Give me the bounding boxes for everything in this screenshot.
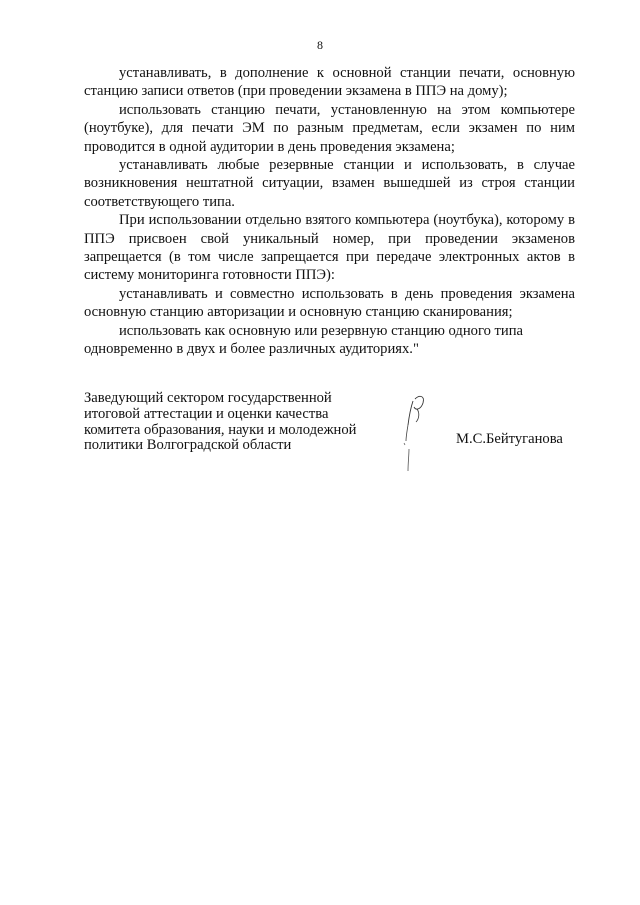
signer-title-line: комитета образования, науки и молодежной xyxy=(84,421,357,438)
handwritten-signature xyxy=(389,391,439,481)
paragraph: устанавливать любые резервные станции и использовать, в случае возникновения нештатной ситуации, взамен вышедшей из строя станции соответствующего типа. xyxy=(84,157,575,210)
page-number: 8 xyxy=(317,38,323,52)
document-body xyxy=(84,64,575,359)
paragraph: устанавливать, в дополнение к основной станции печати, основную станцию записи ответов (при проведении экзамена в ППЭ на дому); xyxy=(84,65,575,100)
signer-title-line: политики Волгоградской области xyxy=(84,437,292,454)
signature-block xyxy=(84,391,575,481)
signer-title-line: итоговой аттестации и оценки качества xyxy=(84,405,329,422)
paragraph: использовать станцию печати, установленную на этом компьютере (ноутбуке), для печати ЭМ по разным предметам, если экзамен по ним проводится в одной аудитории в день проведения экзамена; xyxy=(84,101,575,155)
paragraph: использовать как основную или резервную станцию одного типа одновременно в двух и более различных аудиториях." xyxy=(84,322,524,358)
signer-title-line: Заведующий сектором государственной xyxy=(84,390,332,406)
paragraph: При использовании отдельно взятого компьютера (ноутбука), которому в ППЭ присвоен свой уникальный номер, при проведении экзаменов запрещается (в том числе запрещается при передаче электронных актов в систему мониторинга готовности ППЭ): xyxy=(84,212,575,284)
signer-name: М.С.Бейтуганова xyxy=(456,431,563,447)
paragraph: устанавливать и совместно использовать в день проведения экзамена основную станцию авторизации и основную станцию сканирования; xyxy=(84,285,575,321)
signer-title xyxy=(84,391,384,454)
